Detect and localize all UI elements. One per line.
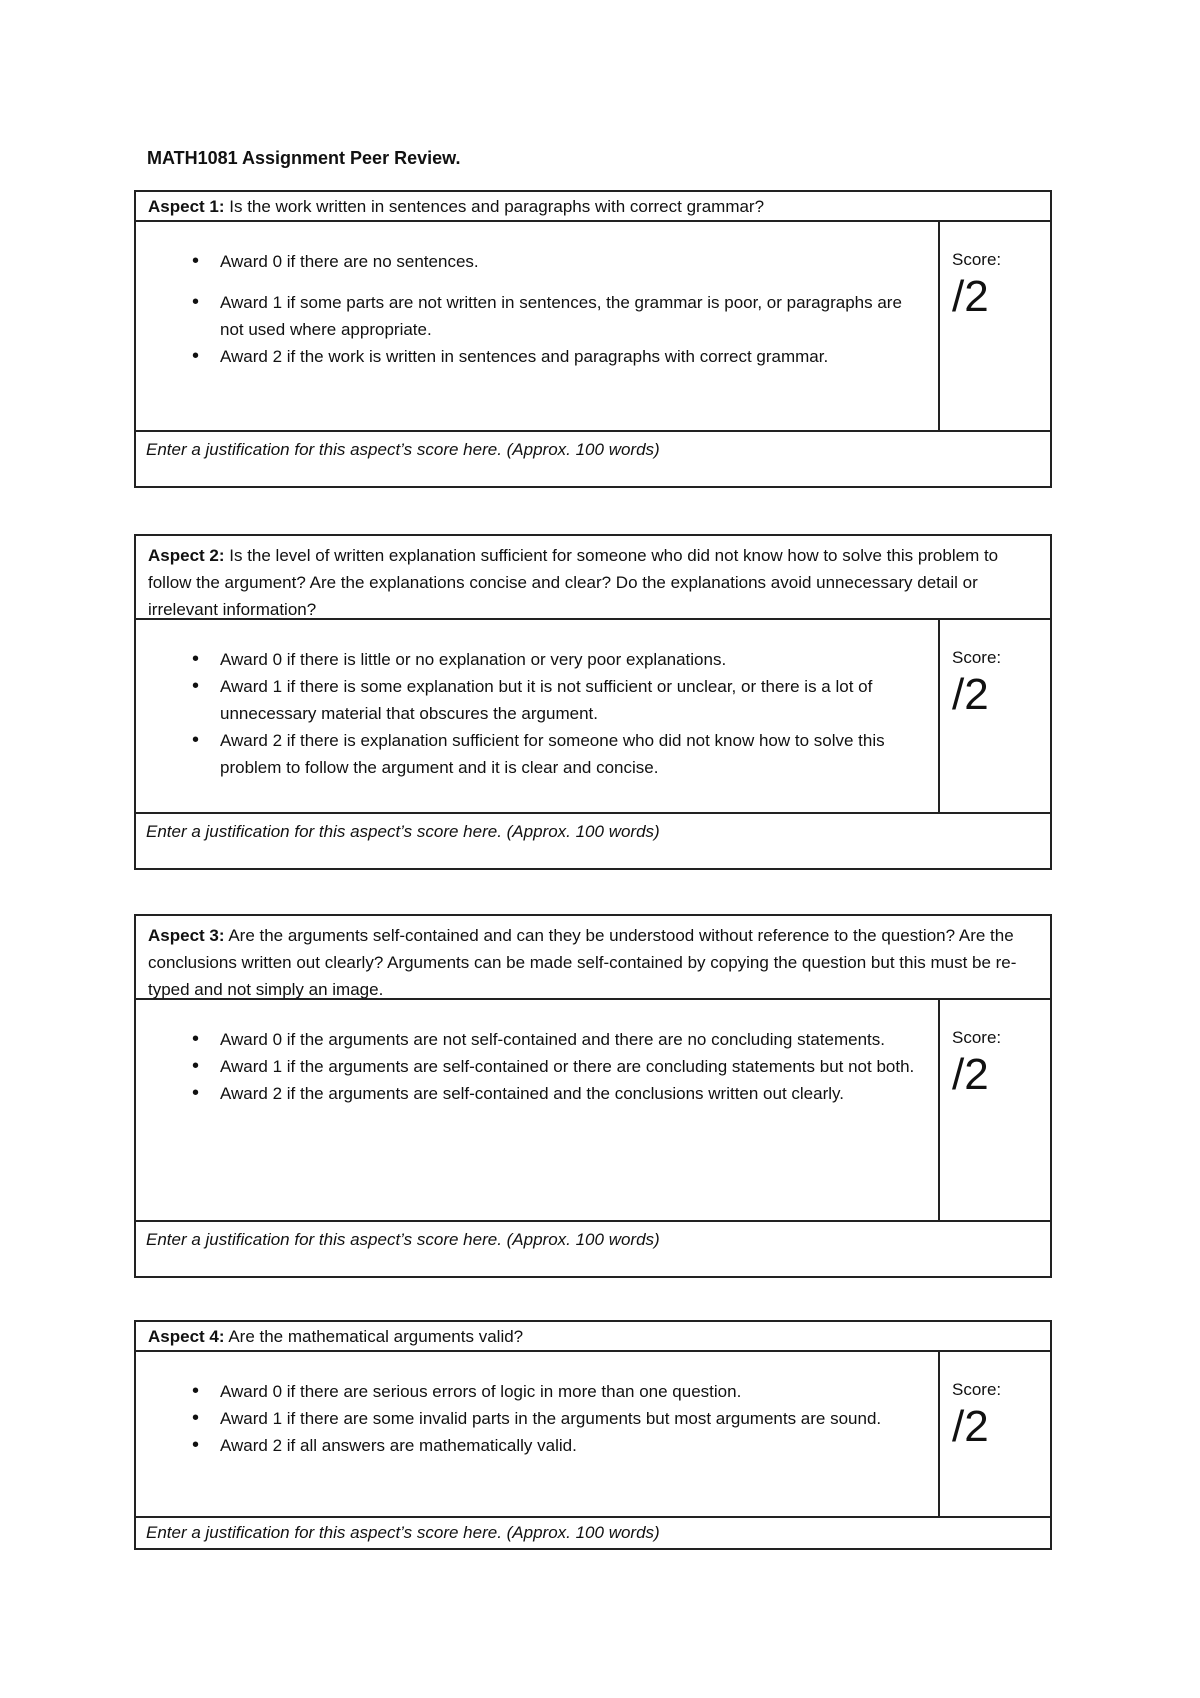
criteria-item: • Award 1 if some parts are not written in sentences, the grammar is poor, or paragraphs are not used where appropriate.: [148, 289, 918, 343]
score-value: /2: [952, 272, 989, 321]
criteria-item: • Award 0 if there are serious errors of logic in more than one question.: [148, 1378, 918, 1405]
aspect-question-text: Is the level of written explanation sufficient for someone who did not know how to solve this problem to follow the argument? Are the explanations concise and clear? Do the explanations avoid unnecessary detail or irrelevant information?: [148, 546, 999, 619]
aspect-label: Aspect 4:: [148, 1327, 225, 1346]
justification-field[interactable]: Enter a justification for this aspect’s score here. (Approx. 100 words): [146, 440, 660, 459]
aspect-question: [136, 536, 1050, 620]
score-cell[interactable]: [940, 620, 1050, 812]
criteria-item: • Award 2 if there is explanation sufficient for someone who did not know how to solve this problem to follow the argument and it is clear and concise.: [148, 727, 918, 781]
aspect-label: Aspect 3:: [148, 926, 225, 945]
criteria-item: • Award 2 if the arguments are self-contained and the conclusions written out clearly.: [148, 1080, 918, 1107]
criteria-item: • Award 2 if the work is written in sentences and paragraphs with correct grammar.: [148, 343, 918, 370]
criteria-item: • Award 0 if there are no sentences.: [148, 248, 918, 275]
criteria-list: [136, 222, 940, 430]
criteria-item: • Award 1 if the arguments are self-contained or there are concluding statements but not both.: [148, 1053, 918, 1080]
score-cell[interactable]: [940, 1000, 1050, 1220]
aspect-criteria-row: [136, 620, 1050, 814]
justification-field[interactable]: Enter a justification for this aspect’s score here. (Approx. 100 words): [146, 1230, 660, 1249]
criteria-list: [136, 1000, 940, 1220]
aspect-2-box: [134, 534, 1052, 870]
page-title: MATH1081 Assignment Peer Review.: [147, 148, 461, 168]
criteria-list: [136, 1352, 940, 1516]
aspect-label: Aspect 2:: [148, 546, 225, 565]
aspect-criteria-row: [136, 1352, 1050, 1518]
aspect-3-box: [134, 914, 1052, 1278]
aspect-question: [136, 192, 1050, 222]
criteria-item: • Award 2 if all answers are mathematically valid.: [148, 1432, 918, 1459]
score-value: /2: [952, 670, 989, 719]
score-label: Score:: [952, 1380, 1002, 1399]
aspect-4-box: [134, 1320, 1052, 1550]
score-value: /2: [952, 1050, 989, 1099]
criteria-item: • Award 1 if there are some invalid parts in the arguments but most arguments are sound.: [148, 1405, 918, 1432]
criteria-item: • Award 1 if there is some explanation but it is not sufficient or unclear, or there is a lot of unnecessary material that obscures the argument.: [148, 673, 918, 727]
aspect-1-box: [134, 190, 1052, 488]
aspect-criteria-row: [136, 222, 1050, 432]
score-cell[interactable]: [940, 1352, 1050, 1516]
criteria-item: • Award 0 if the arguments are not self-contained and there are no concluding statements.: [148, 1026, 918, 1053]
aspect-question-text: Are the arguments self-contained and can they be understood without reference to the question? Are the conclusions written out clearly? Arguments can be made self-contained by copying the question but this must be re-typed and not simply an image.: [148, 926, 1017, 999]
aspect-question-text: Are the mathematical arguments valid?: [224, 1327, 524, 1346]
justification-field[interactable]: Enter a justification for this aspect’s score here. (Approx. 100 words): [146, 822, 660, 841]
score-value: /2: [952, 1402, 989, 1451]
criteria-list: [136, 620, 940, 812]
score-cell[interactable]: [940, 222, 1050, 430]
justification-field[interactable]: Enter a justification for this aspect’s score here. (Approx. 100 words): [146, 1523, 660, 1542]
aspect-criteria-row: [136, 1000, 1050, 1222]
aspect-question: [136, 916, 1050, 1000]
score-label: Score:: [952, 648, 1002, 667]
aspect-question-text: Is the work written in sentences and paragraphs with correct grammar?: [224, 197, 765, 216]
aspect-label: Aspect 1:: [148, 197, 225, 216]
score-label: Score:: [952, 1028, 1002, 1047]
aspect-question: [136, 1322, 1050, 1352]
score-label: Score:: [952, 250, 1002, 269]
criteria-item: • Award 0 if there is little or no explanation or very poor explanations.: [148, 646, 918, 673]
